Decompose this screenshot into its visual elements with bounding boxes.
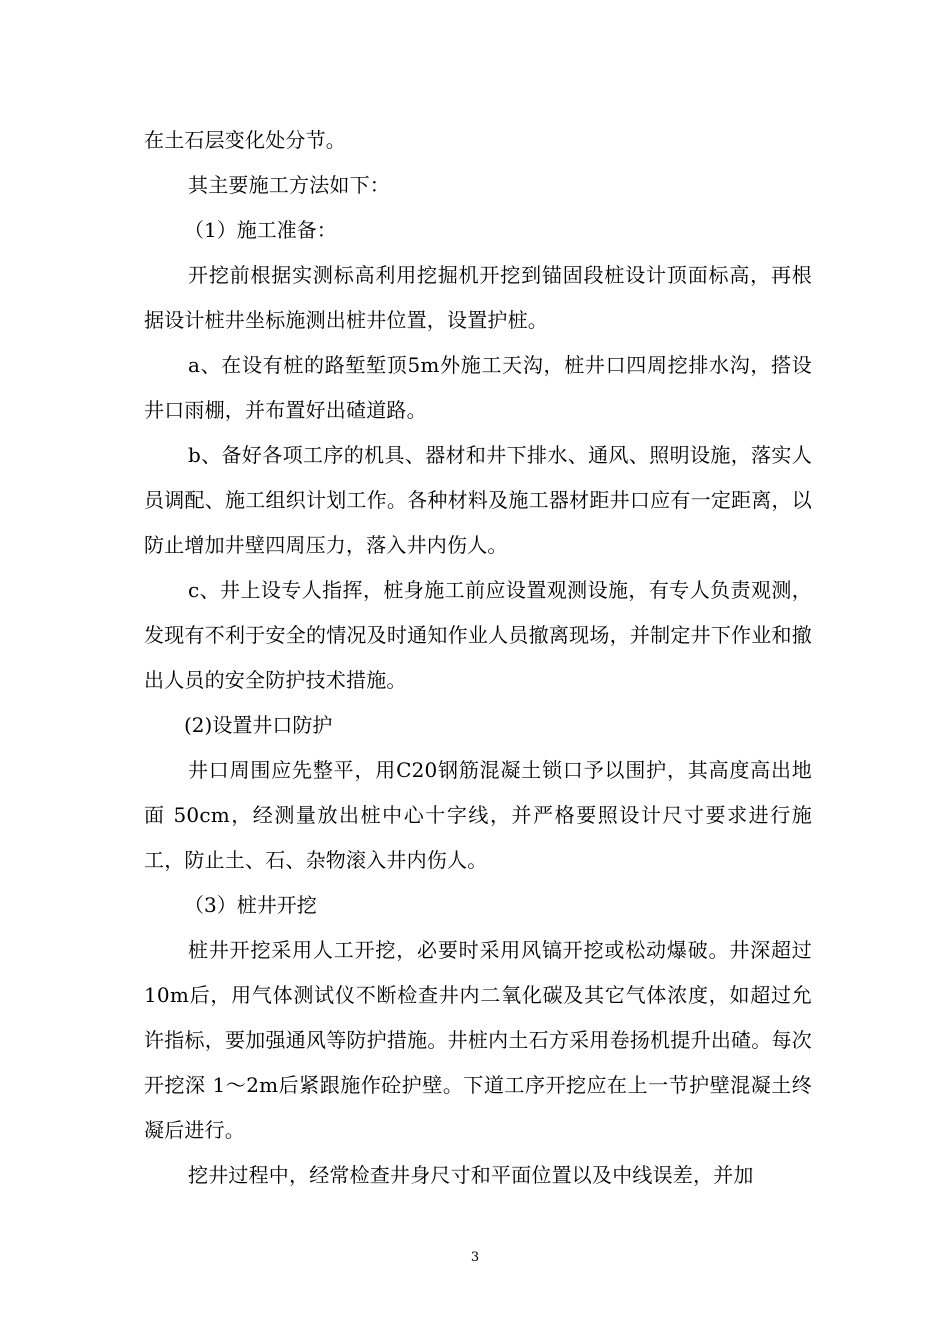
section-heading-wellhead-protection: (2)设置井口防护 <box>184 713 333 737</box>
paragraph-inspection: 挖井过程中，经常检查井身尺寸和平面位置以及中线误差，并加 <box>188 1163 754 1187</box>
paragraph-item-a: a、在设有桩的路堑堑顶5m外施工天沟，桩井口四周挖排水沟，搭设井口雨棚，并布置好出碴道路。 <box>144 353 812 422</box>
page-number: 3 <box>470 1250 480 1265</box>
paragraph-continuation: 在土石层变化处分节。 <box>144 128 346 152</box>
section-heading-preparation: （1）施工准备： <box>184 218 337 242</box>
paragraph-pile-excavation: 桩井开挖采用人工开挖，必要时采用风镐开挖或松动爆破。井深超过10m后，用气体测试仪不断检查井内二氧化碳及其它气体浓度，如超过允许指标，要加强通风等防护措施。井桩内土石方采用卷扬机提升出碴。每次开挖深 1～2m后紧跟施作砼护壁。下道工序开挖应在上一节护壁混凝土终凝后进行。 <box>144 938 812 1142</box>
paragraph-item-c: c、井上设专人指挥，桩身施工前应设置观测设施，有专人负责观测，发现有不利于安全的情况及时通知作业人员撤离现场，并制定井下作业和撤出人员的安全防护技术措施。 <box>144 578 812 692</box>
paragraph-wellhead-protection: 井口周围应先整平，用C20钢筋混凝土锁口予以围护，其高度高出地面 50cm，经测量放出桩中心十字线，并严格要照设计尺寸要求进行施工，防止土、石、杂物滚入井内伤人。 <box>144 758 812 872</box>
paragraph-intro: 其主要施工方法如下： <box>188 173 390 197</box>
document-body <box>144 118 812 1198</box>
paragraph-excavation-elevation: 开挖前根据实测标高利用挖掘机开挖到锚固段桩设计顶面标高，再根据设计桩井坐标施测出桩井位置，设置护桩。 <box>144 263 812 332</box>
paragraph-item-b: b、备好各项工序的机具、器材和井下排水、通风、照明设施，落实人员调配、施工组织计划工作。各种材料及施工器材距井口应有一定距离，以防止增加井壁四周压力，落入井内伤人。 <box>144 443 812 557</box>
section-heading-pile-excavation: （3）桩井开挖 <box>184 893 317 917</box>
